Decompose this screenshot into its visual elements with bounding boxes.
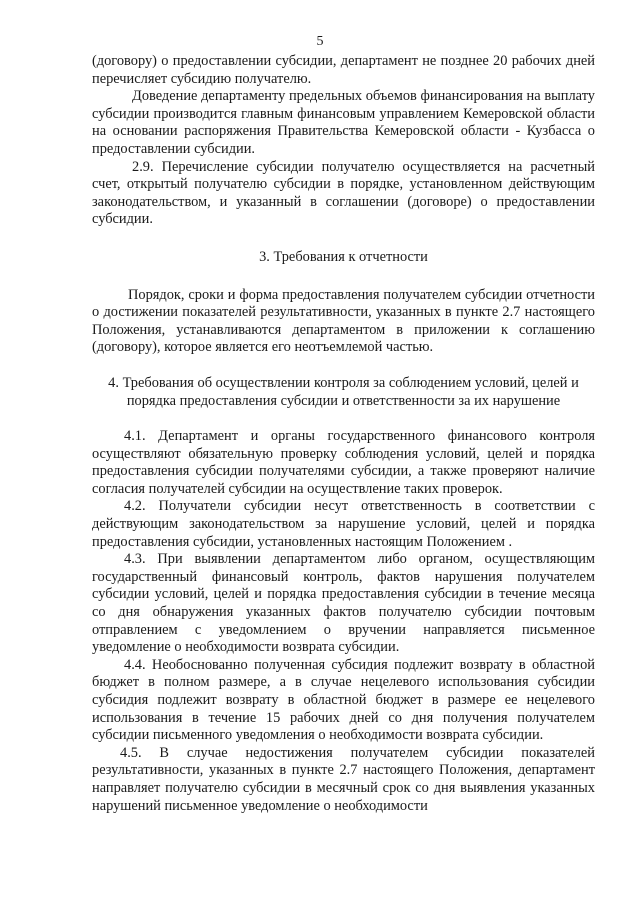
- spacer: [92, 410, 595, 428]
- paragraph-4-2: 4.2. Получатели субсидии несут ответственность в соответствии с действующим законодательством за нарушение условий, целей и порядка предоставления субсидии, установленных настоящим Положением .: [92, 498, 595, 550]
- paragraph-4-3: 4.3. При выявлении департаментом либо органом, осуществляющим государственный финансовый контроль, фактов нарушения получателем субсидии условий, целей и порядка предоставления субсидии в течение месяца со дня обнаружения указанных фактов получателю субсидии почтовым отправлением с уведомлением о вручении направляется письменное уведомление о необходимости возврата субсидии.: [92, 551, 595, 656]
- paragraph-4-1: 4.1. Департамент и органы государственного финансового контроля осуществляют обязательную проверку соблюдения условий, целей и порядка предоставления субсидии получателями субсидии, а также проверяют наличие согласия получателей субсидии на осуществление таких проверок.: [92, 428, 595, 497]
- paragraph-4-5: 4.5. В случае недостижения получателем субсидии показателей результативности, указанных в пункте 2.7 настоящего Положения, департамент направляет получателю субсидии в месячный срок со дня выявления указанных нарушений письменное уведомление о необходимости: [92, 744, 595, 814]
- paragraph-reporting: Порядок, сроки и форма предоставления получателем субсидии отчетности о достижении показателей результативности, указанных в пункте 2.7 настоящего Положения, устанавливаются департаментом в приложении к соглашению (договору), которое является его неотъемлемой частью.: [92, 286, 595, 356]
- paragraph-4-4: 4.4. Необоснованно полученная субсидия подлежит возврату в областной бюджет в полном размере, а в случае нецелевого использования субсидии субсидия подлежит возврату в областной бюджет в размере ее нецелевого использования в течение 15 рабочих дней со дня получения получателем субсидии письменного уведомления о необходимости возврата субсидии.: [92, 656, 595, 744]
- spacer: [92, 357, 595, 375]
- paragraph-funding-limits: Доведение департаменту предельных объемов финансирования на выплату субсидии производится главным финансовым управлением Кемеровской области на основании распоряжения Правительства Кемеровской области - Кузбасса о предоставлении субсидии.: [92, 88, 595, 157]
- section-4-heading-line-1: 4. Требования об осуществлении контроля за соблюдением условий, целей и: [108, 374, 579, 391]
- spacer: [92, 229, 595, 249]
- spacer: [92, 267, 595, 287]
- section-3-heading: 3. Требования к отчетности: [259, 248, 428, 265]
- document-body: [92, 53, 595, 815]
- paragraph-2-9: 2.9. Перечисление субсидии получателю осуществляется на расчетный счет, открытый получателю субсидии в порядке, установленном действующим законодательством, и указанный в соглашении (договоре) о предоставлении субсидии.: [92, 158, 595, 228]
- section-4-heading-line-2: порядка предоставления субсидии и ответственности за их нарушение: [126, 392, 561, 409]
- paragraph-continuation: (договору) о предоставлении субсидии, департамент не позднее 20 рабочих дней перечисляет субсидию получателю.: [92, 53, 595, 87]
- page-number: 5: [316, 34, 324, 49]
